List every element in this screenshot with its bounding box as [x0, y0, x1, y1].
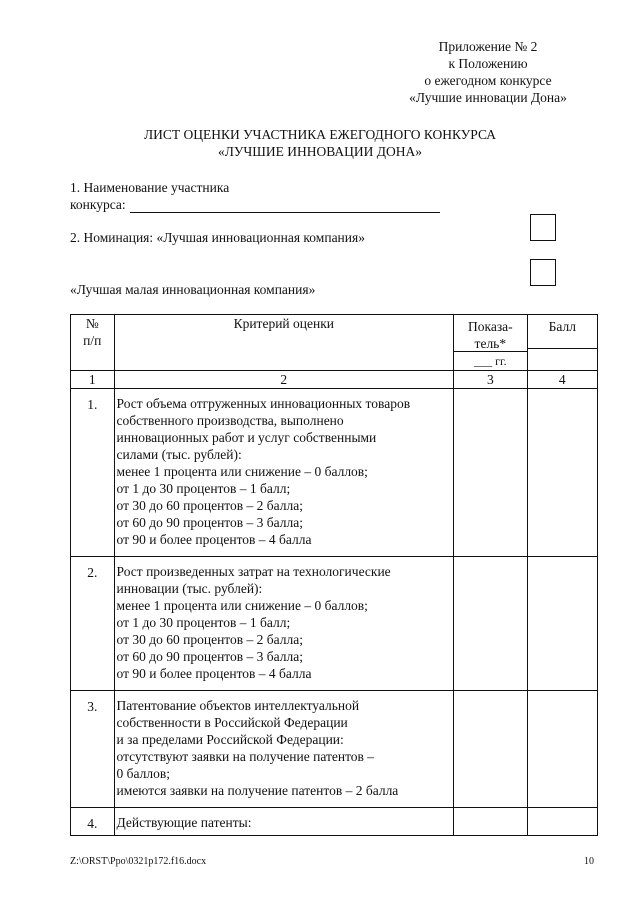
criterion-line: менее 1 процента или снижение – 0 баллов; [116, 598, 368, 613]
header-indicator-label: Показа- тель* [467, 319, 513, 351]
indicator-cell[interactable] [454, 389, 528, 557]
nomination-checkbox-2[interactable] [530, 259, 556, 286]
footer-file-path: Z:\ORST\Ppo\0321p172.f16.docx [70, 856, 207, 867]
row-number: 2. [71, 557, 115, 691]
row-criterion [114, 389, 454, 557]
footer-page-number: 10 [584, 856, 594, 867]
criterion-line: Действующие патенты: [116, 815, 252, 830]
header-num-line2: п/п [83, 333, 102, 348]
column-number: 2 [114, 371, 454, 389]
row-number: 4. [71, 808, 115, 836]
column-number: 1 [71, 371, 115, 389]
score-cell[interactable] [527, 557, 597, 691]
appendix-line: Приложение № 2 [438, 39, 538, 54]
indicator-cell[interactable] [454, 808, 528, 836]
criterion-line: от 1 до 30 процентов – 1 балл; [116, 481, 291, 496]
header-indicator [454, 315, 528, 371]
column-number-row [71, 371, 598, 389]
row-criterion [114, 557, 454, 691]
criterion-line: от 30 до 60 процентов – 2 балла; [116, 498, 303, 513]
criterion-line: отсутствуют заявки на получение патентов – [116, 749, 375, 764]
criterion-line: силами (тыс. рублей): [116, 447, 242, 462]
criterion-line: собственности в Российской Федерации [116, 715, 348, 730]
participant-label-2: конкурса: [70, 197, 126, 212]
row-number: 3. [71, 691, 115, 808]
score-cell[interactable] [527, 389, 597, 557]
participant-label-1: 1. Наименование участника [70, 180, 230, 195]
row-criterion [114, 808, 454, 836]
criterion-line: Рост произведенных затрат на технологические [116, 564, 391, 579]
score-cell[interactable] [527, 808, 597, 836]
appendix-line: о ежегодном конкурсе [424, 73, 552, 88]
score-cell[interactable] [527, 691, 597, 808]
participant-name-line[interactable] [130, 199, 440, 213]
nomination-label-2: «Лучшая малая инновационная компания» [70, 282, 316, 297]
header-criterion: Критерий оценки [114, 315, 454, 371]
header-num [71, 315, 115, 371]
column-number: 3 [454, 371, 528, 389]
criterion-line: менее 1 процента или снижение – 0 баллов; [116, 464, 368, 479]
criterion-line: от 1 до 30 процентов – 1 балл; [116, 615, 291, 630]
header-score-sub [528, 348, 597, 367]
appendix-line: к Положению [448, 56, 528, 71]
criterion-line: Патентование объектов интеллектуальной [116, 698, 360, 713]
document-title [0, 126, 640, 160]
table-row [71, 691, 598, 808]
criterion-line: инновационных работ и услуг собственными [116, 430, 377, 445]
criterion-line: Рост объема отгруженных инновационных товаров [116, 396, 411, 411]
indicator-cell[interactable] [454, 557, 528, 691]
table-header-row [71, 315, 598, 371]
table-row [71, 389, 598, 557]
criterion-line: от 30 до 60 процентов – 2 балла; [116, 632, 303, 647]
criterion-line: от 60 до 90 процентов – 3 балла; [116, 649, 303, 664]
table-row [71, 557, 598, 691]
row-criterion [114, 691, 454, 808]
criterion-line: инновации (тыс. рублей): [116, 581, 263, 596]
header-year: ___ гг. [454, 351, 527, 370]
indicator-cell[interactable] [454, 691, 528, 808]
appendix-note [388, 38, 588, 106]
appendix-line: «Лучшие инновации Дона» [409, 90, 567, 105]
criterion-line: от 60 до 90 процентов – 3 балла; [116, 515, 303, 530]
criterion-line: 0 баллов; [116, 766, 170, 781]
nomination-checkbox-1[interactable] [530, 214, 556, 241]
row-number: 1. [71, 389, 115, 557]
table-row [71, 808, 598, 836]
header-score [527, 315, 597, 371]
participant-field [70, 179, 440, 213]
title-line-1: ЛИСТ ОЦЕНКИ УЧАСТНИКА ЕЖЕГОДНОГО КОНКУРСА [143, 127, 497, 142]
header-score-label: Балл [548, 319, 576, 334]
criterion-line: и за пределами Российской Федерации: [116, 732, 344, 747]
criterion-line: имеются заявки на получение патентов – 2 балла [116, 783, 399, 798]
criterion-line: собственного производства, выполнено [116, 413, 344, 428]
nomination-label-1: 2. Номинация: «Лучшая инновационная компания» [70, 230, 365, 245]
evaluation-table [70, 314, 598, 836]
criterion-line: от 90 и более процентов – 4 балла [116, 532, 312, 547]
column-number: 4 [527, 371, 597, 389]
header-num-line1: № [85, 316, 99, 331]
criterion-line: от 90 и более процентов – 4 балла [116, 666, 312, 681]
title-line-2: «ЛУЧШИЕ ИННОВАЦИИ ДОНА» [218, 144, 422, 159]
